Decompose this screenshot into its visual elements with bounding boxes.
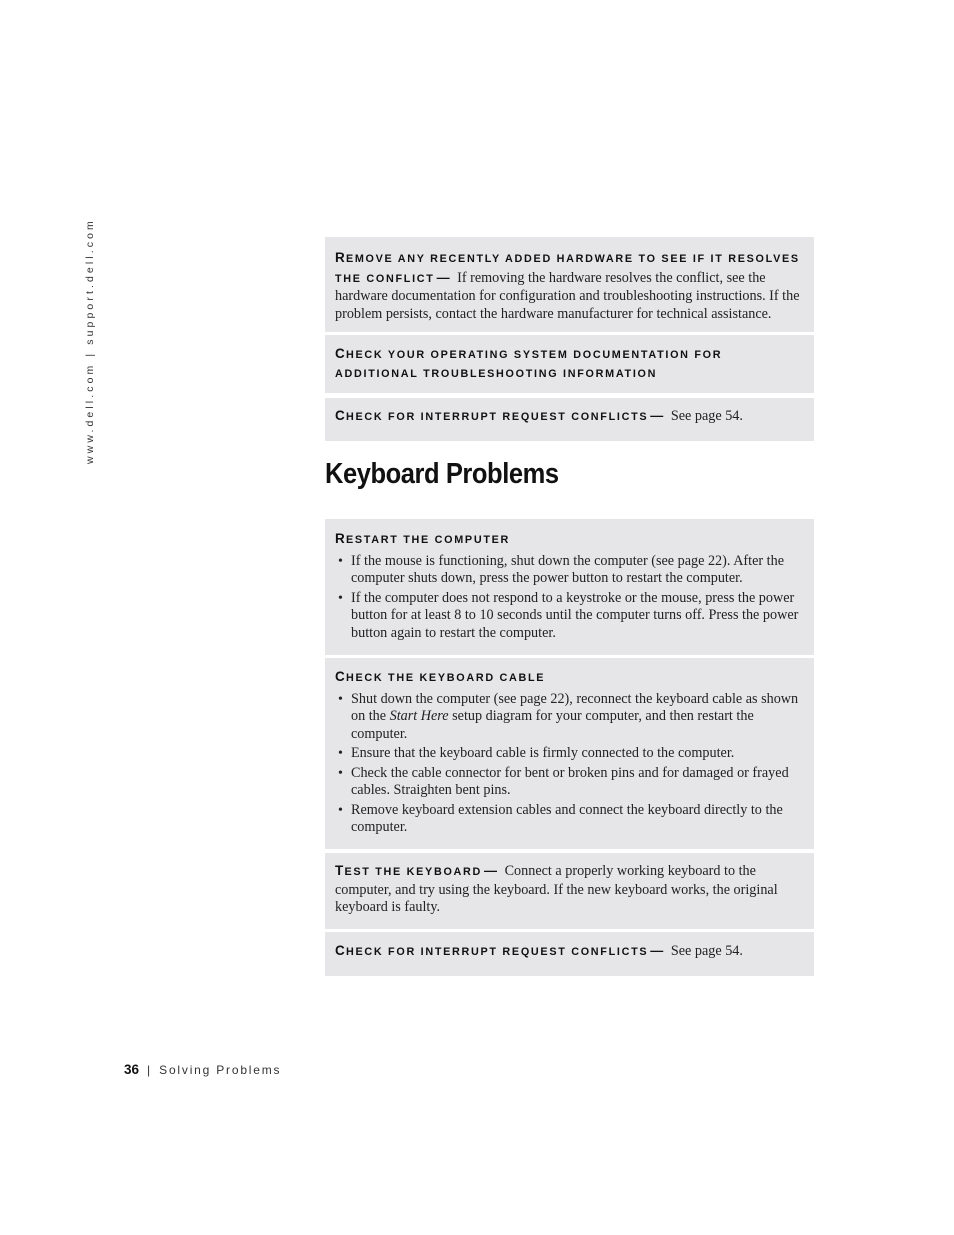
chapter-title: Solving Problems xyxy=(159,1063,282,1077)
list-item: • Check the cable connector for bent or broken pins and for damaged or frayed cables. Straighten bent pins. xyxy=(335,765,804,800)
tip-heading: CHECK THE KEYBOARD CABLE xyxy=(335,669,546,684)
tip-body: If removing the hardware resolves the conflict, see the hardware documentation for configuration and troubleshooting instructions. If the problem persists, contact the hardware manufacturer for technical assistance. xyxy=(335,269,800,322)
bullet-list xyxy=(335,691,804,837)
tip-heading: REMOVE ANY RECENTLY ADDED HARDWARE TO SEE IF IT RESOLVES THE CONFLICT xyxy=(335,250,800,285)
tip-test-keyboard xyxy=(325,853,814,929)
tip-heading: RESTART THE COMPUTER xyxy=(335,531,511,546)
bullet-list xyxy=(335,553,804,643)
section-title: Keyboard Problems xyxy=(325,458,559,490)
tip-heading: CHECK YOUR OPERATING SYSTEM DOCUMENTATION FOR ADDITIONAL TROUBLESHOOTING INFORMATION xyxy=(335,346,723,380)
list-item: • If the mouse is functioning, shut down the computer (see page 22). After the computer shuts down, press the power button to restart the computer. xyxy=(335,553,804,588)
tip-check-keyboard-cable xyxy=(325,658,814,849)
em-dash: — xyxy=(650,943,664,958)
footer-separator: | xyxy=(147,1063,151,1077)
tip-check-irq-conflicts-keyboard xyxy=(325,932,814,976)
tip-body: See page 54. xyxy=(670,408,743,424)
tip-remove-hardware xyxy=(325,237,814,332)
em-dash: — xyxy=(484,863,498,878)
list-item: • Ensure that the keyboard cable is firmly connected to the computer. xyxy=(335,745,804,763)
tip-heading: TEST THE KEYBOARD xyxy=(335,863,483,878)
list-item: • Shut down the computer (see page 22), reconnect the keyboard cable as shown on the Start Here setup diagram for your computer, and then restart the computer. xyxy=(335,691,804,744)
side-url: www.dell.com | support.dell.com xyxy=(84,218,96,464)
tip-body: See page 54. xyxy=(670,943,743,959)
tip-check-irq-conflicts-top xyxy=(325,398,814,441)
em-dash: — xyxy=(436,269,450,285)
tip-heading: CHECK FOR INTERRUPT REQUEST CONFLICTS xyxy=(335,408,649,423)
tip-body: Connect a properly working keyboard to the computer, and try using the keyboard. If the new keyboard works, the original keyboard is faulty. xyxy=(335,863,778,915)
start-here-reference: Start Here xyxy=(389,708,449,724)
page-footer xyxy=(124,1062,281,1077)
list-item: • If the computer does not respond to a keystroke or the mouse, press the power button for at least 8 to 10 seconds until the computer turns off. Press the power button again to restart the computer. xyxy=(335,590,804,643)
tip-restart-computer xyxy=(325,519,814,655)
em-dash: — xyxy=(650,408,664,423)
tip-heading: CHECK FOR INTERRUPT REQUEST CONFLICTS xyxy=(335,943,649,958)
list-item: • Remove keyboard extension cables and connect the keyboard directly to the computer. xyxy=(335,802,804,837)
page-number: 36 xyxy=(124,1062,140,1077)
tip-check-os-documentation xyxy=(325,335,814,393)
